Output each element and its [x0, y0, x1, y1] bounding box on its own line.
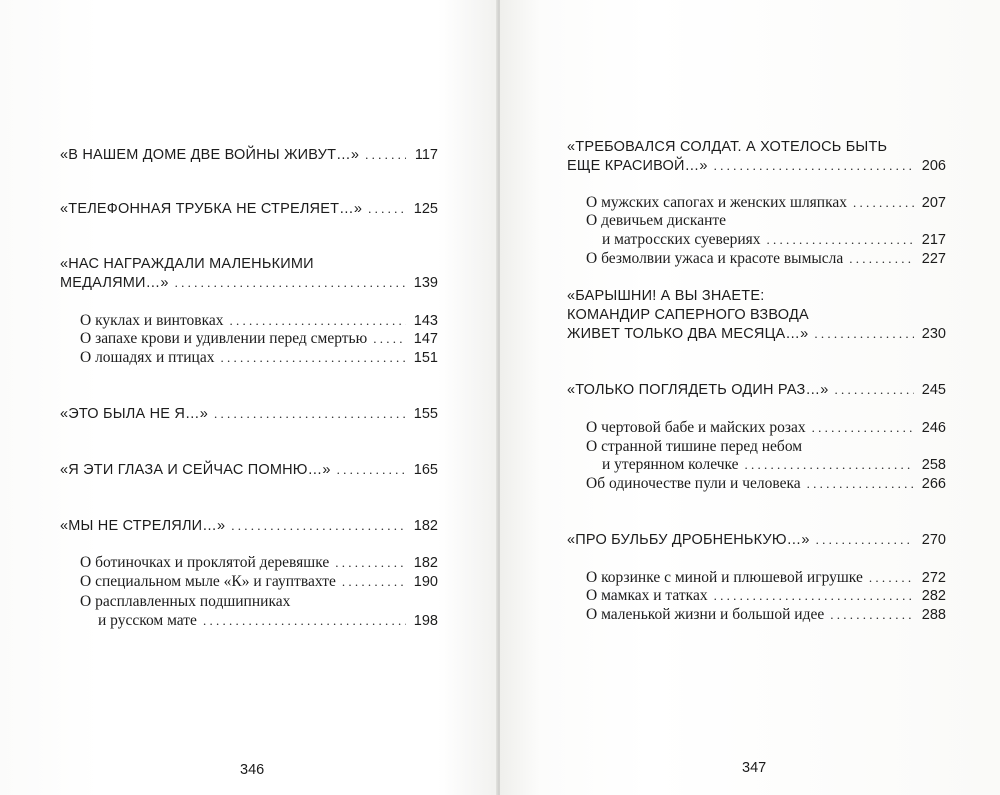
toc-entry: [567, 324, 946, 344]
toc-subtitle: и матросских суевериях: [602, 231, 761, 248]
toc-subtitle: О куклах и винтовках: [80, 312, 224, 329]
dot-leader: [373, 329, 406, 349]
toc-subtitle: О лошадях и птицах: [80, 349, 215, 366]
toc-subentry: [586, 586, 946, 606]
toc-subtitle: Об одиночестве пули и человека: [586, 475, 801, 492]
toc-page-number: 282: [921, 588, 946, 604]
toc-subentry: [586, 605, 946, 625]
toc-subtitle: О безмолвии ужаса и красоте вымысла: [586, 250, 844, 267]
toc-subtitle: О маленькой жизни и большой идее: [586, 606, 825, 623]
toc-page-number: 143: [413, 313, 438, 329]
toc-page-number: 207: [921, 195, 946, 211]
dot-leader: [337, 460, 406, 480]
dot-leader: [745, 455, 914, 475]
toc-entry: [60, 273, 438, 293]
dot-leader: [830, 605, 914, 625]
toc-page-number: 246: [921, 420, 946, 436]
toc-page-number: 258: [921, 457, 946, 473]
toc-subtitle: О специальном мыле «К» и гауптвахте: [80, 573, 336, 590]
dot-leader: [814, 324, 914, 344]
toc-page-number: 125: [413, 201, 438, 217]
toc-title: «ТЕЛЕФОННАЯ ТРУБКА НЕ СТРЕЛЯЕТ…»: [60, 201, 363, 217]
toc-entry: [60, 199, 438, 219]
toc-page-number: 182: [413, 518, 438, 534]
toc-subtitle: О мамках и татках: [586, 587, 708, 604]
toc-title: МЕДАЛЯМИ…»: [60, 275, 169, 291]
left-page: [0, 0, 498, 795]
dot-leader: [812, 418, 914, 438]
toc-page-number: 151: [413, 350, 438, 366]
dot-leader: [869, 568, 914, 588]
toc-subtitle: О чертовой бабе и майских розах: [586, 419, 806, 436]
dot-leader: [807, 474, 914, 494]
right-page: [500, 0, 1000, 795]
toc-page-number: 198: [413, 613, 438, 629]
dot-leader: [849, 249, 914, 269]
toc-subtitle-line: О девичьем дисканте: [586, 212, 727, 229]
dot-leader: [203, 611, 406, 631]
toc-page-number: 190: [413, 574, 438, 590]
toc-title-line: КОМАНДИР САПЕРНОГО ВЗВОДА: [567, 307, 809, 323]
toc-entry: [567, 530, 946, 550]
toc-page-number: 155: [413, 406, 438, 422]
toc-page-number: 270: [921, 532, 946, 548]
toc-subentry: [98, 611, 438, 631]
toc-subentry: [586, 568, 946, 588]
toc-title: «В НАШЕМ ДОМЕ ДВЕ ВОЙНЫ ЖИВУТ…»: [60, 147, 360, 163]
toc-page-number: 117: [414, 147, 438, 163]
dot-leader: [834, 380, 914, 400]
toc-page-number: 227: [921, 251, 946, 267]
toc-title-line: «ТРЕБОВАЛСЯ СОЛДАТ. А ХОТЕЛОСЬ БЫТЬ: [567, 139, 888, 155]
dot-leader: [220, 348, 406, 368]
toc-page-number: 288: [921, 607, 946, 623]
toc-page-number: 206: [921, 158, 946, 174]
dot-leader: [816, 530, 914, 550]
toc-page-number: 272: [921, 570, 946, 586]
toc-page-number: 266: [921, 476, 946, 492]
dot-leader: [230, 311, 406, 331]
toc-subtitle: О корзинке с миной и плюшевой игрушке: [586, 569, 863, 586]
dot-leader: [175, 273, 406, 293]
dot-leader: [231, 516, 406, 536]
toc-entry: [567, 380, 946, 400]
toc-title: ЕЩЕ КРАСИВОЙ…»: [567, 158, 708, 174]
toc-subtitle: и утерянном колечке: [602, 456, 739, 473]
dot-leader: [335, 553, 406, 573]
toc-page-number: 182: [413, 555, 438, 571]
toc-subtitle-line: О странной тишине перед небом: [586, 438, 803, 455]
toc-title-line: «БАРЫШНИ! А ВЫ ЗНАЕТЕ:: [567, 288, 765, 304]
dot-leader: [368, 199, 406, 219]
toc-subentry: [602, 455, 946, 475]
toc-page-number: 139: [413, 275, 438, 291]
toc-page-number: 165: [413, 462, 438, 478]
toc-title: «МЫ НЕ СТРЕЛЯЛИ…»: [60, 518, 226, 534]
toc-title: «ПРО БУЛЬБУ ДРОБНЕНЬКУЮ…»: [567, 532, 810, 548]
toc-entry: [60, 460, 438, 480]
toc-subentry: [80, 348, 438, 368]
toc-subtitle-line: О расплавленных подшипниках: [80, 593, 291, 610]
dot-leader: [342, 572, 406, 592]
toc-title: «Я ЭТИ ГЛАЗА И СЕЙЧАС ПОМНЮ…»: [60, 462, 331, 478]
toc-page-number: 217: [921, 232, 946, 248]
toc-subentry: [586, 474, 946, 494]
toc-entry: [60, 516, 438, 536]
toc-subtitle: О запахе крови и удивлении перед смертью: [80, 330, 368, 347]
toc-subentry: [602, 230, 946, 250]
page-number-right: 347: [742, 760, 767, 776]
dot-leader: [767, 230, 914, 250]
toc-subentry: [586, 193, 946, 213]
toc-page-number: 245: [921, 382, 946, 398]
dot-leader: [714, 156, 914, 176]
dot-leader: [214, 404, 406, 424]
toc-subentry: [586, 249, 946, 269]
toc-subentry: [80, 311, 438, 331]
toc-entry: [60, 145, 438, 165]
toc-entry: [567, 156, 946, 176]
toc-subtitle: О ботиночках и проклятой деревяшке: [80, 554, 330, 571]
toc-title: «ТОЛЬКО ПОГЛЯДЕТЬ ОДИН РАЗ…»: [567, 382, 829, 398]
toc-page-number: 147: [413, 331, 438, 347]
toc-title: «ЭТО БЫЛА НЕ Я…»: [60, 406, 208, 422]
toc-subentry: [80, 329, 438, 349]
toc-subentry: [586, 418, 946, 438]
toc-subentry: [80, 572, 438, 592]
dot-leader: [365, 145, 406, 165]
toc-entry: [60, 404, 438, 424]
toc-subtitle: О мужских сапогах и женских шляпках: [586, 194, 848, 211]
toc-page-number: 230: [921, 326, 946, 342]
toc-title-line: «НАС НАГРАЖДАЛИ МАЛЕНЬКИМИ: [60, 256, 314, 272]
dot-leader: [853, 193, 914, 213]
toc-subentry: [80, 553, 438, 573]
toc-subtitle: и русском мате: [98, 612, 197, 629]
page-number-left: 346: [240, 762, 265, 778]
toc-title: ЖИВЕТ ТОЛЬКО ДВА МЕСЯЦА…»: [567, 326, 809, 342]
dot-leader: [714, 586, 914, 606]
